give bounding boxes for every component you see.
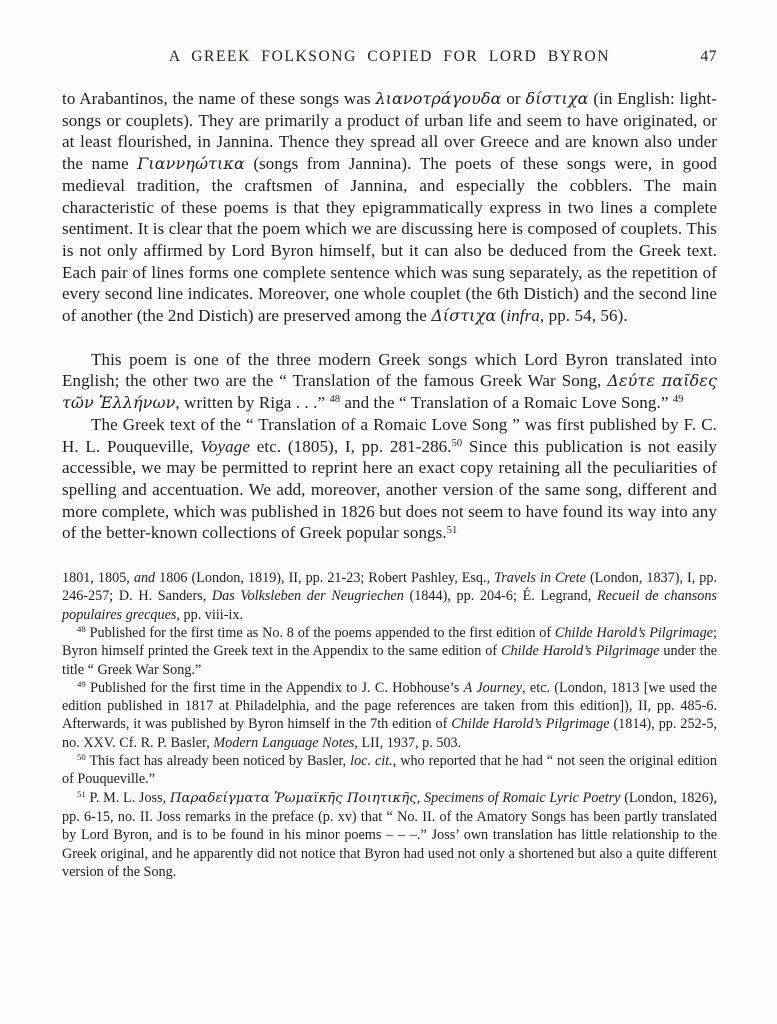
text-run: This fact has already been noticed by Basler, xyxy=(85,753,351,770)
text-run: loc. cit. xyxy=(350,753,393,770)
footnote xyxy=(62,789,717,881)
text-run: 1801, 1805, xyxy=(62,570,134,587)
text-run: or xyxy=(501,89,526,108)
text-run: under the title “ Greek War Song.” xyxy=(62,643,717,678)
text-run: Travels in Crete xyxy=(494,570,586,587)
text-run: λιανοτράγουδα xyxy=(375,89,502,108)
body-paragraph xyxy=(62,414,717,544)
text-run: etc. (1805), I, pp. 281-286. xyxy=(250,436,452,456)
text-run: and xyxy=(133,570,156,587)
text-run: and the “ Translation of a Romaic Love Song.” xyxy=(340,393,673,413)
text-run: , pp. 54, 56). xyxy=(539,306,628,326)
footnote xyxy=(62,679,717,752)
text-run: Δεύτε παῖδες τῶν Ἑλλήνων xyxy=(62,371,717,413)
footnote-marker: 49 xyxy=(77,679,86,690)
text-run: , who reported that he had “ not seen the original edition of Pouqueville.” xyxy=(62,753,717,788)
footnote-marker: 48 xyxy=(329,394,341,406)
text-run: Δίστιχα xyxy=(431,306,497,326)
footnotes-section xyxy=(62,569,717,881)
text-run: (songs from Jannina). The poets of these songs were, in good medieval tradition, the craftsmen of Jannina, and especially the cobblers. The main characteristic of these poems is that they epigrammatically express in two lines a complete sentiment. It is clear that the poem which we are discussing here is composed of couplets. This is not only affirmed by Lord Byron himself, but it can also be deduced from the Greek text. Each pair of lines forms one complete sentence which was sung separately, as the repetition of every second line indicates. Moreover, one whole couplet (the 6th Distich) and the second line of another (the 2nd Distich) are preserved among the xyxy=(62,154,717,326)
text-run: Published for the first time as No. 8 of the poems appended to the first edition of xyxy=(85,624,555,641)
text-run: Voyage xyxy=(200,436,251,456)
text-run: infra xyxy=(506,306,540,326)
text-run: , LII, 1937, p. 503. xyxy=(354,734,462,751)
text-run: P. M. L. Joss, xyxy=(85,789,170,806)
text-run: δίστιχα xyxy=(525,89,589,108)
footnote-marker: 51 xyxy=(446,524,458,536)
text-run: , etc. (London, 1813 [we used the edition published in 1817 at Philadelphia, and the page references are taken from this edition]), II, pp. 485-6. Afterwards, it was published by Byron himself in the 7th edition of xyxy=(62,679,717,733)
text-run: Modern Language Notes xyxy=(213,734,355,751)
text-run: Childe Harold’s Pilgrimage xyxy=(554,624,714,641)
footnote-marker: 51 xyxy=(77,788,86,799)
text-run: Recueil de chansons populaires grecques xyxy=(62,588,718,623)
text-run: , written by Riga . . .” xyxy=(175,393,330,413)
text-run: Childe Harold’s Pilgrimage xyxy=(501,643,660,660)
text-run: , xyxy=(416,789,424,806)
footnote xyxy=(62,569,717,624)
footnote-marker: 50 xyxy=(451,437,463,449)
text-run: 1806 (London, 1819), II, pp. 21-23; Robert Pashley, Esq., xyxy=(155,570,495,587)
footnote xyxy=(62,624,717,679)
text-run: (1844), pp. 204-6; É. Legrand, xyxy=(403,588,597,605)
footnote-marker: 48 xyxy=(77,624,86,635)
text-run: , pp. viii-ix. xyxy=(176,606,244,623)
body-paragraph xyxy=(62,349,717,414)
text-run: The Greek text of the “ Translation of a Romaic Love Song ” was first published by F. C. H. L. Pouqueville, xyxy=(62,414,717,456)
text-run: (in English: light-songs or couplets). They are primarily a product of urban life and seem to have originated, or at least flourished, in Jannina. Thence they spread all over Greece and are known also under the name xyxy=(62,89,718,174)
text-run: (1814), pp. 252-5, no. XXV. Cf. R. P. Basler, xyxy=(62,716,717,751)
footnote-marker: 49 xyxy=(672,394,684,406)
page-header xyxy=(62,48,717,72)
text-run: Γιαννηώτικα xyxy=(137,154,245,174)
text-run: Since this publication is not easily accessible, we may be permitted to reprint here an exact copy retaining all the peculiarities of spelling and accentuation. We add, moreover, another version of the same song, different and more complete, which was published in 1826 but does not seem to have found its way into any of the better-known collections of Greek popular songs. xyxy=(62,436,717,543)
text-run: Childe Harold’s Pilgrimage xyxy=(451,716,610,733)
text-run: A Journey xyxy=(463,679,523,696)
text-run: (London, 1837), I, pp. 246-257; D. H. Sanders, xyxy=(62,570,718,605)
page-number: 47 xyxy=(700,48,717,65)
text-run: (London, 1826), pp. 6-15, no. II. Joss remarks in the preface (p. xv) that “ No. II. of the Amatory Songs has been partly translated by Lord Byron, and is to be found in his minor poems – – –.” Joss’ own translation has little relationship to the Greek original, and he apparently did not notice that Byron had used not only a shortened but also a quite different version of the Song. xyxy=(62,789,717,880)
text-run: Das Volksleben der Neugriechen xyxy=(211,588,404,605)
text-run: Specimens of Romaic Lyric Poetry xyxy=(423,789,621,806)
text-run: This poem is one of the three modern Greek songs which Lord Byron translated into English; the other two are the “ Translation of the famous Greek War Song, xyxy=(62,349,717,391)
text-run: to Arabantinos, the name of these songs was xyxy=(62,89,376,108)
footnote-marker: 50 xyxy=(77,752,86,763)
article-body xyxy=(62,88,717,544)
text-run: ; Byron himself printed the Greek text in the Appendix to the same edition of xyxy=(62,624,717,660)
body-paragraph xyxy=(62,88,717,327)
footnote xyxy=(62,752,717,789)
scanned-page xyxy=(62,48,717,881)
text-run: Παραδείγματα Ῥωμαϊκῆς Ποιητικῆς xyxy=(169,790,417,806)
text-run: Published for the first time in the Appendix to J. C. Hobhouse’s xyxy=(85,679,464,696)
text-run: ( xyxy=(496,306,507,326)
running-title: A GREEK FOLKSONG COPIED FOR LORD BYRON xyxy=(168,48,611,65)
